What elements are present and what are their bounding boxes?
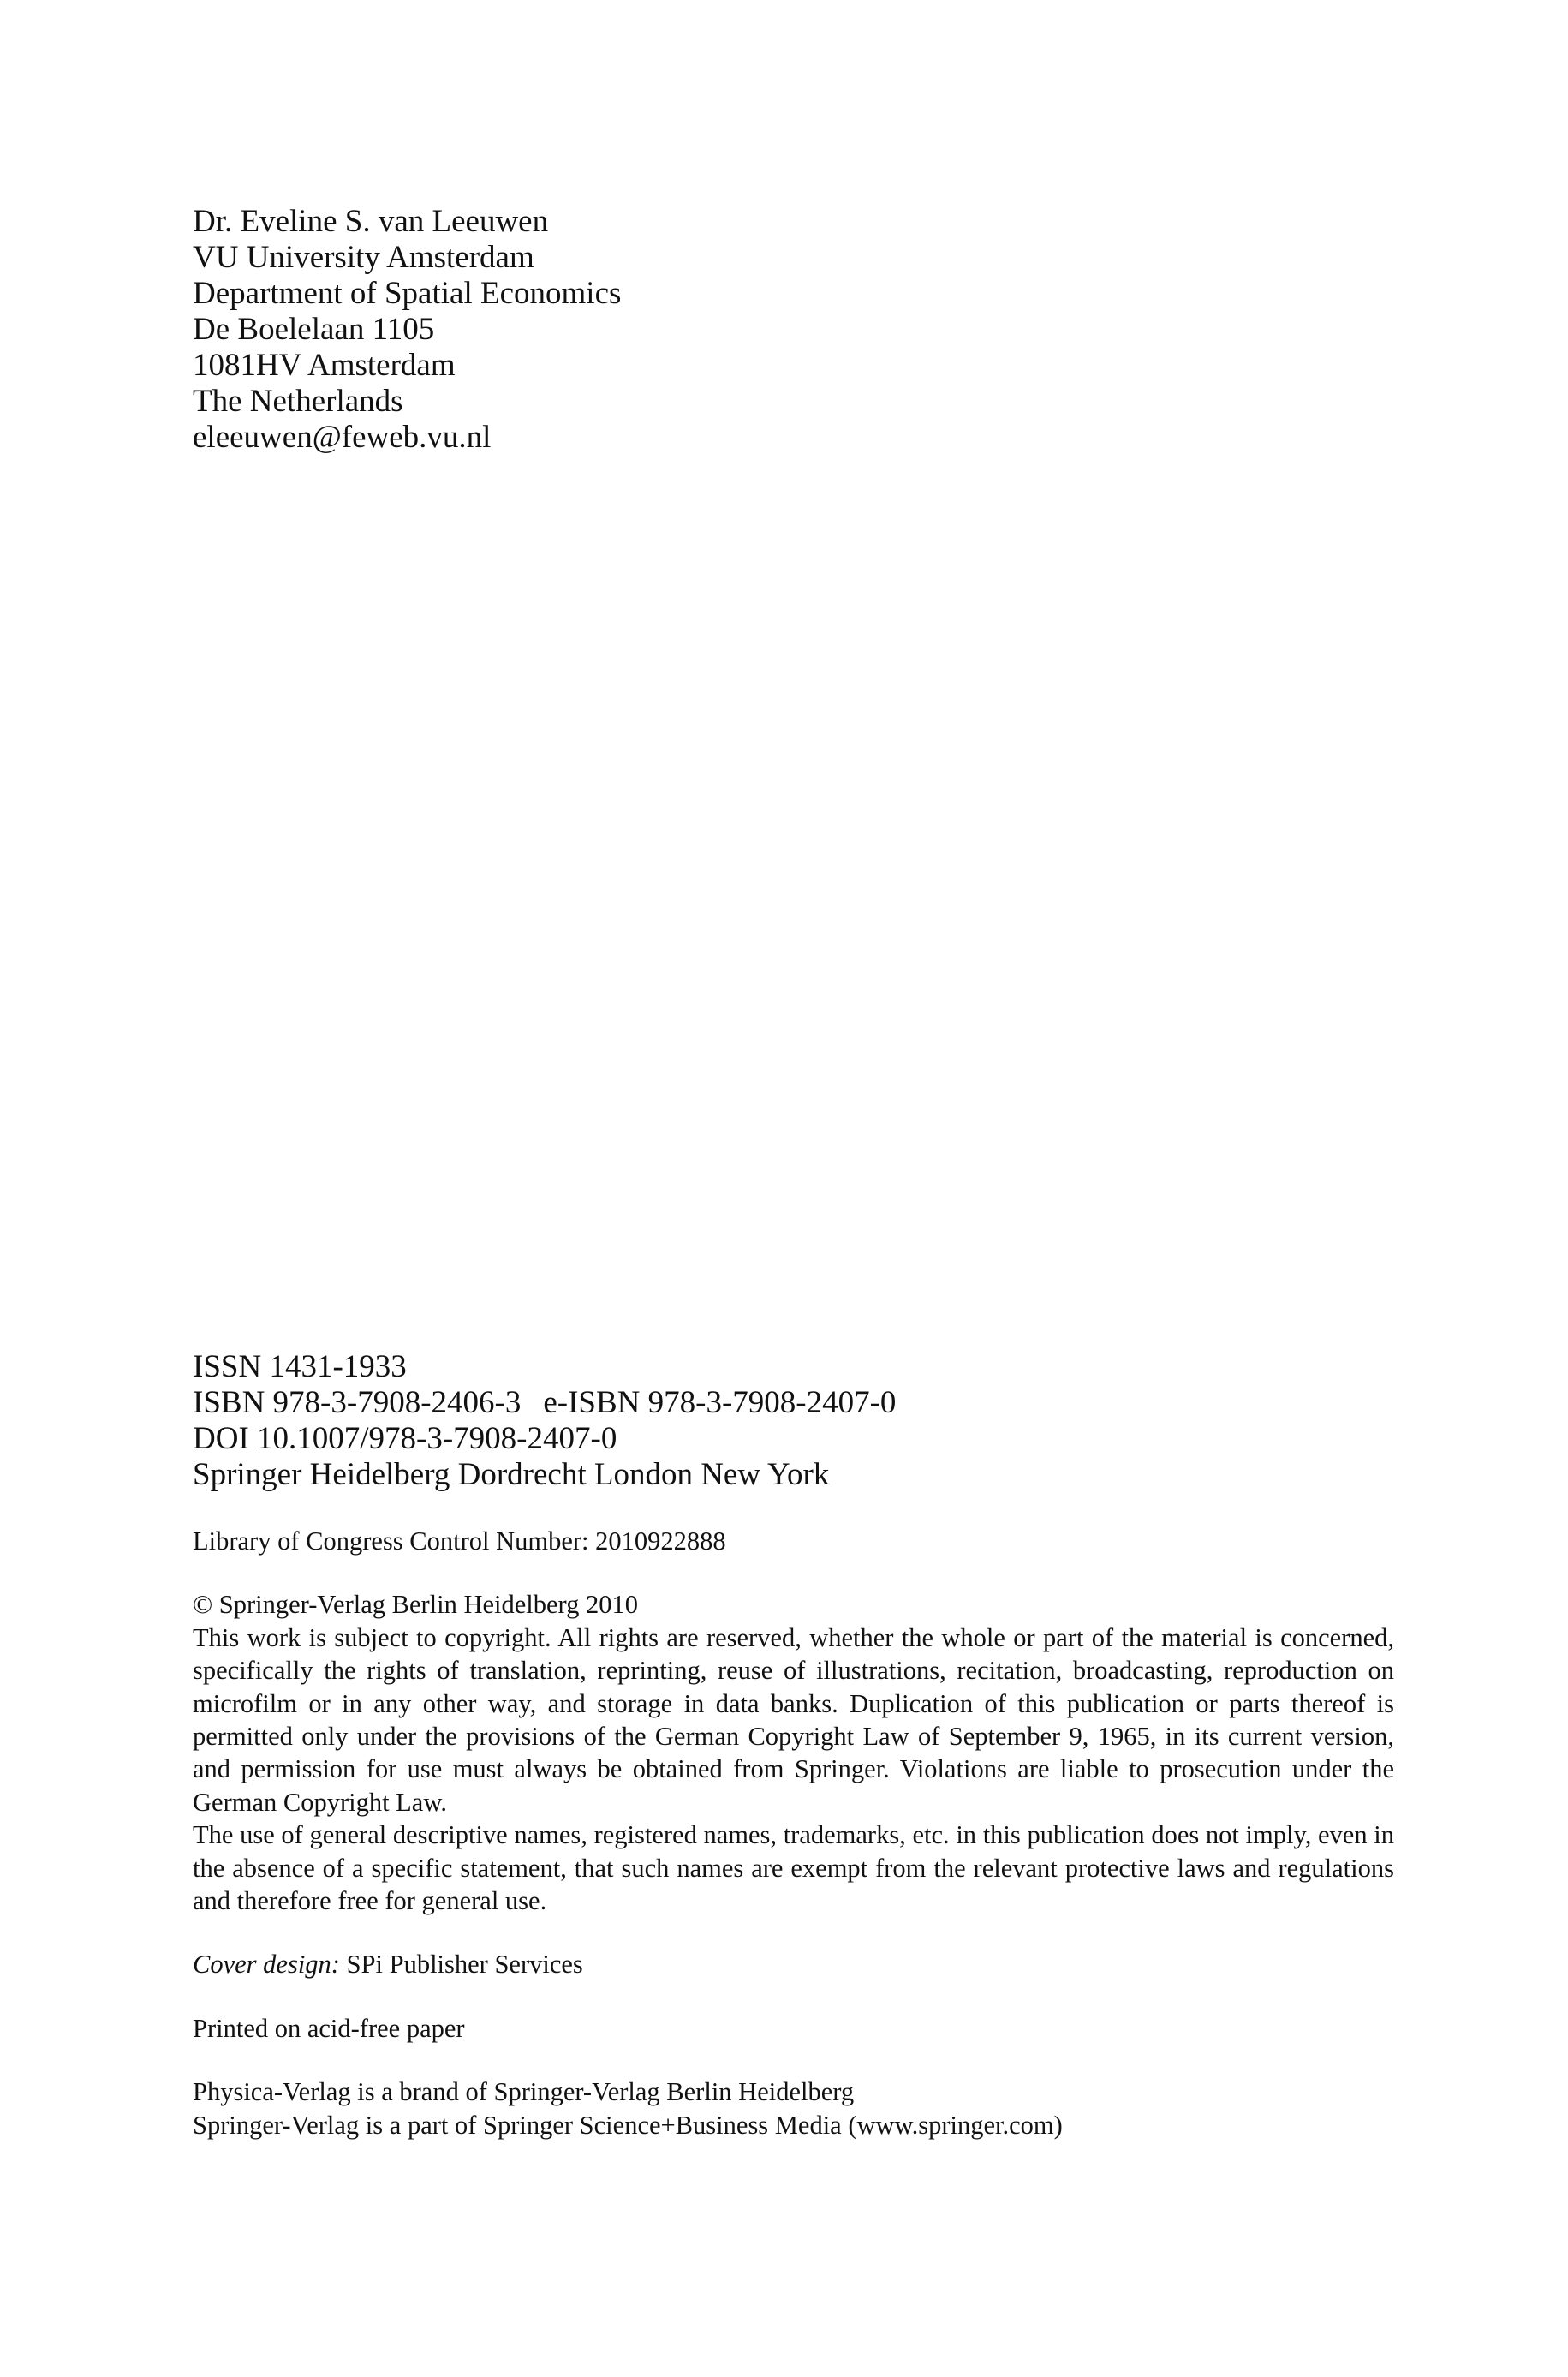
cover-design-value: SPi Publisher Services — [346, 1950, 583, 1980]
author-email: eleeuwen@feweb.vu.nl — [193, 420, 492, 455]
legal-notes — [193, 1525, 1394, 2141]
paper-note: Printed on acid-free paper — [193, 2013, 465, 2043]
e-isbn: e-ISBN 978-3-7908-2407-0 — [543, 1385, 897, 1420]
isbn-line — [193, 1385, 1392, 1421]
brand-line-2: Springer-Verlag is a part of Springer Science+Business Media (www.springer.com) — [193, 2110, 1063, 2140]
copyright-paragraph: This work is subject to copyright. All rights are reserved, whether the whole or part of the material is concerned, specifically the rights of translation, reprinting, reuse of illustrations, recitation, broadcasting, reproduction on microfilm or in any other way, and storage in data banks. Duplication of this publication or parts thereof is permitted only under the provisions of the German Copyright Law of September 9, 1965, in its current version, and permission for use must always be obtained from Springer. Violations are liable to prosecution under the German Copyright Law. — [193, 1622, 1394, 1817]
bibliographic-info — [193, 1349, 1392, 1493]
doi: DOI 10.1007/978-3-7908-2407-0 — [193, 1421, 617, 1456]
issn: ISSN 1431-1933 — [193, 1349, 407, 1384]
author-address — [193, 204, 621, 456]
author-country: The Netherlands — [193, 384, 403, 419]
isbn: ISBN 978-3-7908-2406-3 — [193, 1385, 522, 1420]
publisher-cities: Springer Heidelberg Dordrecht London New York — [193, 1457, 830, 1492]
brand-line-1: Physica-Verlag is a brand of Springer-Verlag Berlin Heidelberg — [193, 2077, 855, 2107]
copyright-line: © Springer-Verlag Berlin Heidelberg 2010 — [193, 1590, 639, 1620]
cover-design-label: Cover design: — [193, 1950, 340, 1980]
cover-design — [193, 1948, 1394, 1980]
author-university: VU University Amsterdam — [193, 240, 534, 275]
library-of-congress-number: Library of Congress Control Number: 2010922888 — [193, 1526, 726, 1556]
author-name: Dr. Eveline S. van Leeuwen — [193, 204, 549, 239]
author-postcode-city: 1081HV Amsterdam — [193, 348, 456, 383]
author-department: Department of Spatial Economics — [193, 276, 622, 311]
trademark-paragraph: The use of general descriptive names, registered names, trademarks, etc. in this publication does not imply, even in the absence of a specific statement, that such names are exempt from the relevant protective laws and regulations and therefore free for general use. — [193, 1820, 1394, 1916]
author-street: De Boelelaan 1105 — [193, 312, 435, 347]
